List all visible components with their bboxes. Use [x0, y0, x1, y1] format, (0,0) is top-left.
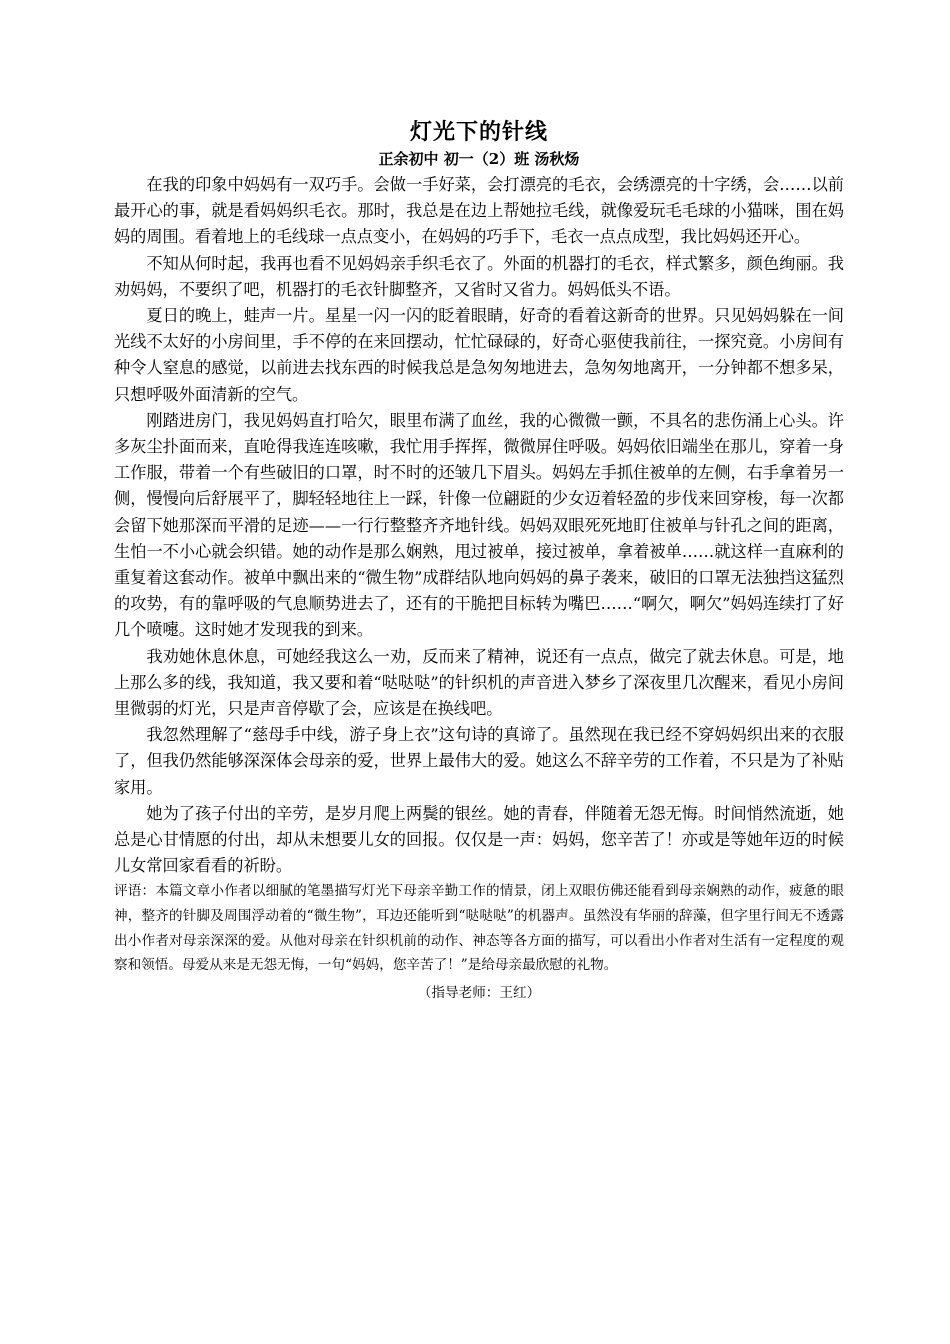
paragraph-1: 在我的印象中妈妈有一双巧手。会做一手好菜，会打漂亮的毛衣，会绣漂亮的十字绣，会……以前最开心的事，就是看妈妈织毛衣。那时，我总是在边上帮她拉毛线，就像爱玩毛毛球的小猫咪，围在妈妈的周围。看着地上的毛线球一点点变小，在妈妈的巧手下，毛衣一点点成型，我比妈妈还开心。 — [114, 175, 844, 247]
paragraph-7: 她为了孩子付出的辛劳，是岁月爬上两鬓的银丝。她的青春，伴随着无怨无悔。时间悄然流逝，她总是心甘情愿的付出，却从未想要儿女的回报。仅仅是一声：妈妈，您辛苦了！亦或是等她年迈的时候儿女常回家看看的祈盼。 — [114, 803, 844, 876]
paragraph-2: 不知从何时起，我再也看不见妈妈亲手织毛衣了。外面的机器打的毛衣，样式繁多，颜色绚丽。我劝妈妈，不要织了吧，机器打的毛衣针脚整齐，又省时又省力。妈妈低头不语。 — [114, 253, 844, 299]
paragraph-4: 刚踏进房门，我见妈妈直打哈欠，眼里布满了血丝，我的心微微一颤，不具名的悲伤涌上心头。许多灰尘扑面而来，直呛得我连连咳嗽，我忙用手挥挥，微微屏住呼吸。妈妈依旧端坐在那儿，穿着一身工作服，带着一个有些破旧的口罩，时不时的还皱几下眉头。妈妈左手抓住被单的左侧，右手拿着另一侧，慢慢向后舒展平了，脚轻轻地往上一踩，针像一位翩跹的少女迈着轻盈的步伐来回穿梭，每一次都会留下她那深而平滑的足迹——一行行整整齐齐地针线。妈妈双眼死死地盯住被单与针孔之间的距离，生怕一不小心就会织错。她的动作是那么娴熟，甩过被单，接过被单，拿着被单……就这样一直麻利的重复着这套动作。被单中飘出来的“微生物”成群结队地向妈妈的鼻子袭来，破旧的口罩无法独挡这猛烈的攻势，有的靠呼吸的气息顺势进去了，还有的干脆把目标转为嘴巴……“啊欠，啊欠”妈妈连续打了好几个喷嚏。这时她才发现我的到来。 — [114, 410, 844, 640]
teacher-review: 评语：本篇文章小作者以细腻的笔墨描写灯光下母亲辛勤工作的情景，闭上双眼仿佛还能看到母亲娴熟的动作，疲惫的眼神，整齐的针脚及周围浮动着的“微生物”，耳边还能听到“哒哒哒”的机器声。虽然没有华丽的辞藻，但字里行间无不透露出小作者对母亲深深的爱。从他对母亲在针织机前的动作、神态等各方面的描写，可以看出小作者对生活有一定程度的观察和领悟。母爱从来是无怨无悔，一句“妈妈，您辛苦了！”是给母亲最欣慰的礼物。 — [114, 883, 844, 974]
advisor-credit: （指导老师：王红） — [417, 984, 541, 1001]
document-page — [114, 116, 844, 1006]
paragraph-6: 我忽然理解了“慈母手中线，游子身上衣”这句诗的真谛了。虽然现在我已经不穿妈妈织出来的衣服了，但我仍然能够深深体会母亲的爱，世界上最伟大的爱。她这么不辞辛劳的工作着，不只是为了补贴家用。 — [114, 725, 844, 797]
essay-title: 灯光下的针线 — [409, 119, 548, 145]
author-byline: 正余初中 初一（2）班 汤秋炀 — [378, 150, 580, 168]
paragraph-3: 夏日的晚上，蛙声一片。星星一闪一闪的眨着眼睛，好奇的看着这新奇的世界。只见妈妈躲在一间光线不太好的小房间里，手不停的在来回摆动，忙忙碌碌的，好奇心驱使我前往，一探究竟。小房间有种令人窒息的感觉，以前进去找东西的时候我总是急匆匆地进去，急匆匆地离开，一分钟都不想多呆，只想呼吸外面清新的空气。 — [114, 306, 844, 404]
paragraph-5: 我劝她休息休息，可她经我这么一劝，反而来了精神，说还有一点点，做完了就去休息。可是，地上那么多的线，我知道，我又要和着“哒哒哒”的针织机的声音进入梦乡了深夜里几次醒来，看见小房间里微弱的灯光，只是声音停歇了会，应该是在换线吧。 — [114, 646, 844, 719]
